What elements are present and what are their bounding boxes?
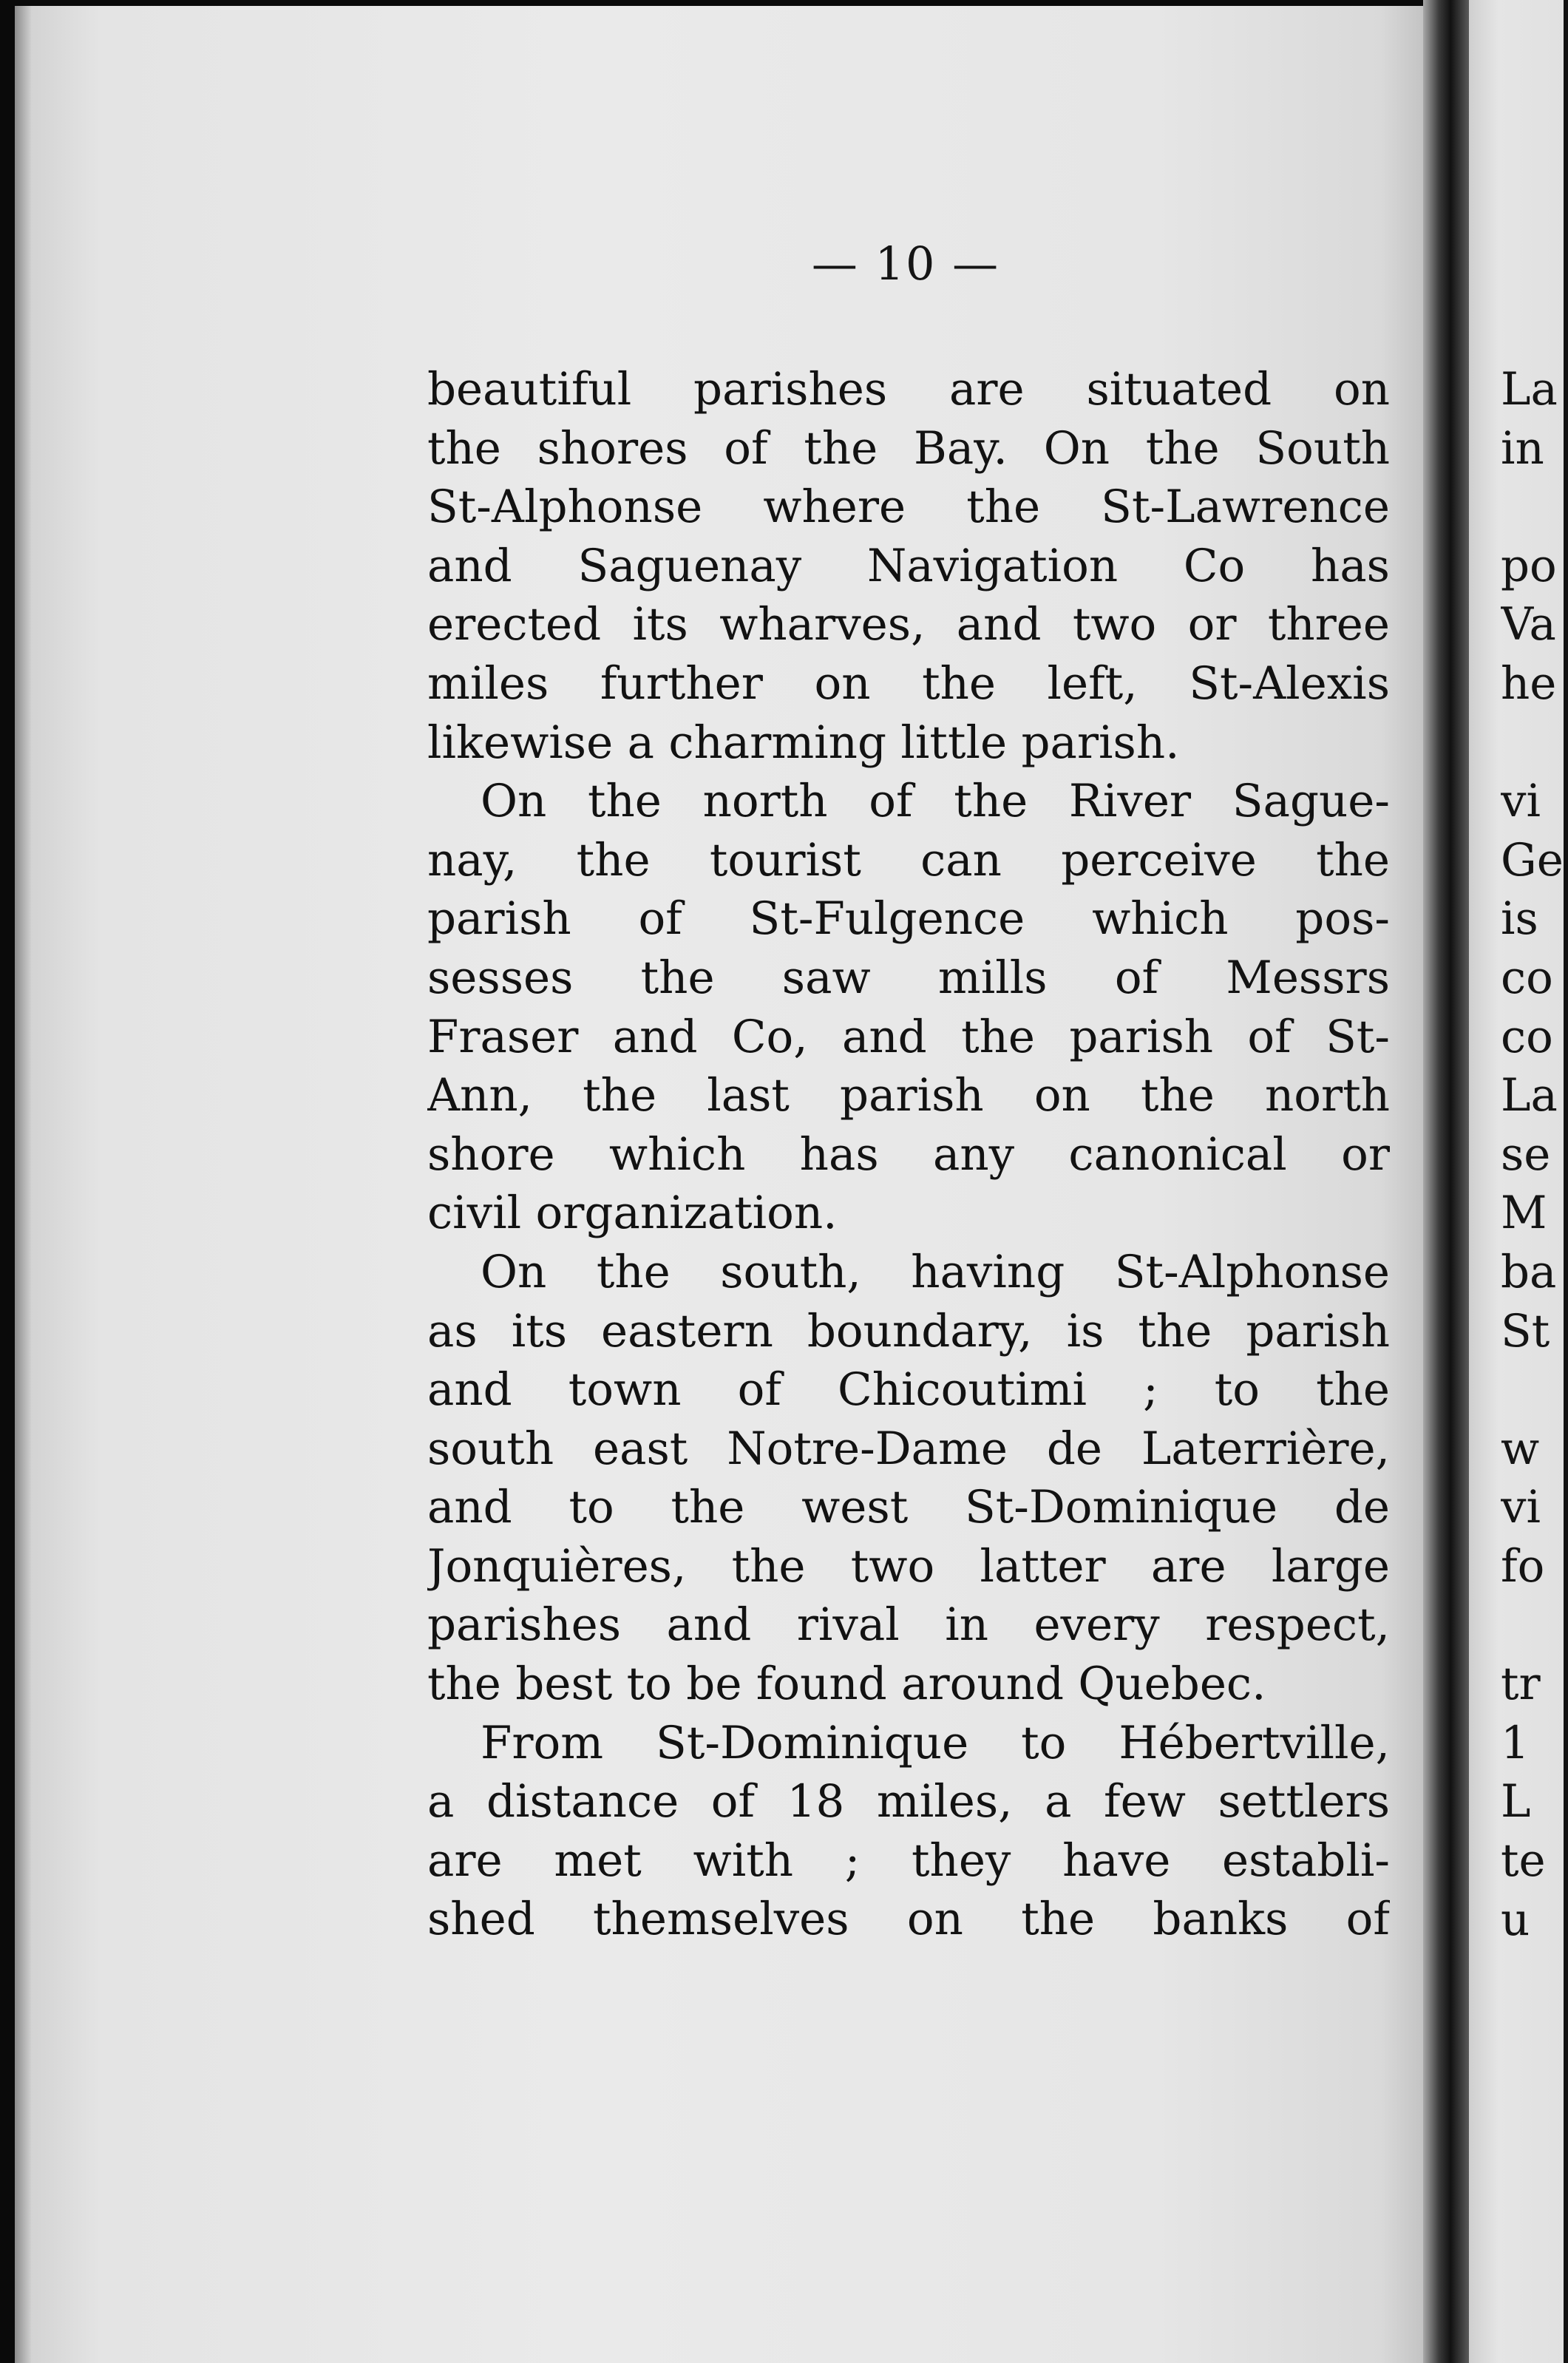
text-line: miles further on the left, St-Alexis xyxy=(427,657,1390,710)
page-left-edge xyxy=(15,6,31,2363)
text-line: are met with ; they have establi- xyxy=(427,1834,1390,1887)
next-page-fragment: La xyxy=(1501,363,1558,416)
next-page-fragment: Va xyxy=(1501,598,1556,651)
next-page-fragment: is xyxy=(1501,892,1538,946)
text-line: shore which has any canonical or xyxy=(427,1128,1390,1181)
text-line: erected its wharves, and two or three xyxy=(427,598,1390,651)
text-line: a distance of 18 miles, a few settlers xyxy=(427,1775,1390,1828)
text-line: civil organization. xyxy=(427,1187,838,1240)
text-line: likewise a charming little parish. xyxy=(427,716,1180,769)
text-line: and Saguenay Navigation Co has xyxy=(427,539,1390,592)
next-page-fragment: L xyxy=(1501,1775,1531,1828)
next-page-fragment: he xyxy=(1501,657,1557,710)
text-line: the best to be found around Quebec. xyxy=(427,1658,1266,1711)
text-line: shed themselves on the banks of xyxy=(427,1893,1390,1946)
next-page-text xyxy=(1501,0,1568,2363)
text-line: On the south, having St-Alphonse xyxy=(481,1245,1390,1298)
next-page-fragment: u xyxy=(1501,1893,1530,1946)
page-number: — 10 — xyxy=(811,237,1000,291)
next-page-fragment: fo xyxy=(1501,1540,1545,1593)
text-line: Ann, the last parish on the north xyxy=(427,1069,1390,1122)
text-line: beautiful parishes are situated on xyxy=(427,363,1390,416)
next-page-fragment: ba xyxy=(1501,1246,1557,1298)
text-line: parish of St-Fulgence which pos- xyxy=(427,892,1390,946)
text-line: nay, the tourist can perceive the xyxy=(427,833,1390,886)
next-page-fragment: La xyxy=(1501,1069,1558,1122)
next-page-fragment: St xyxy=(1501,1304,1550,1357)
text-line: and to the west St-Dominique de xyxy=(427,1481,1390,1534)
text-line: Fraser and Co, and the parish of St- xyxy=(427,1010,1390,1063)
text-line: From St-Dominique to Hébertville, xyxy=(481,1716,1390,1769)
next-page-fragment: vi xyxy=(1501,775,1541,828)
next-page-fragment: Ge xyxy=(1501,833,1564,886)
next-page-fragment: co xyxy=(1501,1010,1553,1063)
text-line: south east Notre-Dame de Laterrière, xyxy=(427,1422,1390,1475)
text-line: and town of Chicoutimi ; to the xyxy=(427,1363,1390,1417)
book-gutter xyxy=(1423,0,1469,2363)
next-page-fragment: po xyxy=(1501,539,1557,592)
next-page-fragment: in xyxy=(1501,421,1544,475)
next-page-fragment: te xyxy=(1501,1834,1546,1887)
next-page-fragment: tr xyxy=(1501,1658,1541,1711)
text-line: On the north of the River Sague- xyxy=(481,775,1390,828)
next-page-fragment: w xyxy=(1501,1422,1540,1475)
text-line: sesses the saw mills of Messrs xyxy=(427,951,1390,1004)
body-text xyxy=(427,360,1390,1949)
text-line: parishes and rival in every respect, xyxy=(427,1598,1390,1652)
next-page-fragment: 1 xyxy=(1501,1716,1530,1769)
text-line: St-Alphonse where the St-Lawrence xyxy=(427,481,1390,534)
text-line: the shores of the Bay. On the South xyxy=(427,421,1390,475)
next-page-fragment: se xyxy=(1501,1128,1551,1181)
next-page-fragment: vi xyxy=(1501,1481,1541,1534)
text-line: as its eastern boundary, is the parish xyxy=(427,1304,1390,1357)
next-page-fragment: M xyxy=(1501,1187,1547,1240)
next-page-fragment: co xyxy=(1501,952,1553,1004)
text-line: Jonquières, the two latter are large xyxy=(427,1539,1390,1593)
